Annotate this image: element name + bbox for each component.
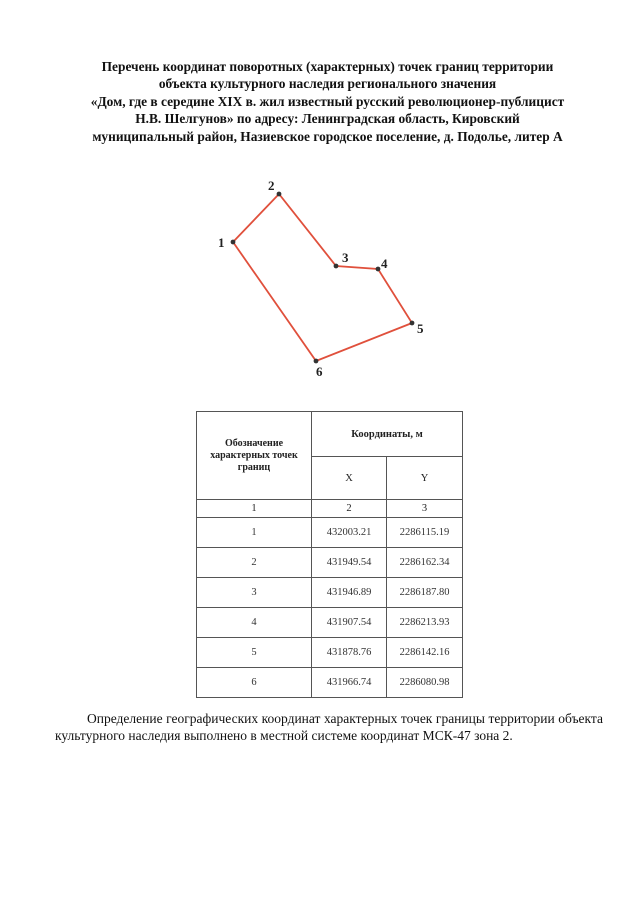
point-marker-6 bbox=[314, 359, 319, 364]
coord-y: 2286213.93 bbox=[387, 608, 463, 638]
header-x: X bbox=[312, 457, 387, 500]
coord-x: 432003.21 bbox=[312, 518, 387, 548]
coordinates-table bbox=[196, 411, 463, 698]
point-label-1: 1 bbox=[218, 235, 225, 250]
point-id: 5 bbox=[197, 638, 312, 668]
point-marker-3 bbox=[334, 264, 339, 269]
header-point-label: Обозначение характерных точек границ bbox=[197, 412, 312, 500]
coord-y: 2286187.80 bbox=[387, 578, 463, 608]
column-number: 1 bbox=[197, 500, 312, 518]
coord-x: 431907.54 bbox=[312, 608, 387, 638]
coord-x: 431878.76 bbox=[312, 638, 387, 668]
point-id: 4 bbox=[197, 608, 312, 638]
title-line-4: Н.В. Шелгунов» по адресу: Ленинградская область, Кировский bbox=[135, 111, 520, 127]
table-row bbox=[197, 638, 463, 668]
point-id: 1 bbox=[197, 518, 312, 548]
column-number: 3 bbox=[387, 500, 463, 518]
header-y: Y bbox=[387, 457, 463, 500]
point-marker-5 bbox=[410, 321, 415, 326]
table-row bbox=[197, 518, 463, 548]
title-line-1: Перечень координат поворотных (характерных) точек границ территории bbox=[101, 59, 554, 74]
coord-y: 2286162.34 bbox=[387, 548, 463, 578]
point-id: 3 bbox=[197, 578, 312, 608]
coord-y: 2286142.16 bbox=[387, 638, 463, 668]
coord-x: 431966.74 bbox=[312, 668, 387, 698]
point-label-6: 6 bbox=[316, 364, 323, 379]
point-marker-2 bbox=[277, 192, 282, 197]
point-label-4: 4 bbox=[381, 256, 388, 271]
point-label-3: 3 bbox=[342, 250, 349, 265]
header-coordinates: Координаты, м bbox=[312, 412, 463, 457]
point-marker-1 bbox=[231, 240, 236, 245]
point-id: 2 bbox=[197, 548, 312, 578]
point-label-2: 2 bbox=[268, 178, 275, 193]
table-row bbox=[197, 548, 463, 578]
coord-x: 431949.54 bbox=[312, 548, 387, 578]
point-label-5: 5 bbox=[417, 321, 424, 336]
table-row bbox=[197, 578, 463, 608]
coord-y: 2286080.98 bbox=[387, 668, 463, 698]
point-marker-4 bbox=[376, 267, 381, 272]
table-row bbox=[197, 608, 463, 638]
title-line-3: «Дом, где в середине XIX в. жил известный русский революционер-публицист bbox=[90, 93, 565, 109]
title-line-5: муниципальный район, Назиевское городское поселение, д. Подолье, литер А bbox=[92, 128, 563, 144]
coord-x: 431946.89 bbox=[312, 578, 387, 608]
title-line-2: объекта культурного наследия регионального значения bbox=[158, 76, 497, 92]
table-row bbox=[197, 668, 463, 698]
column-number: 2 bbox=[312, 500, 387, 518]
coordinate-system-note: Определение географических координат характерных точек границы территории объекта культурного наследия выполнено в местной системе координат МСК-47 зона 2. bbox=[55, 711, 603, 743]
coord-y: 2286115.19 bbox=[387, 518, 463, 548]
boundary-polygon bbox=[233, 194, 412, 361]
point-id: 6 bbox=[197, 668, 312, 698]
